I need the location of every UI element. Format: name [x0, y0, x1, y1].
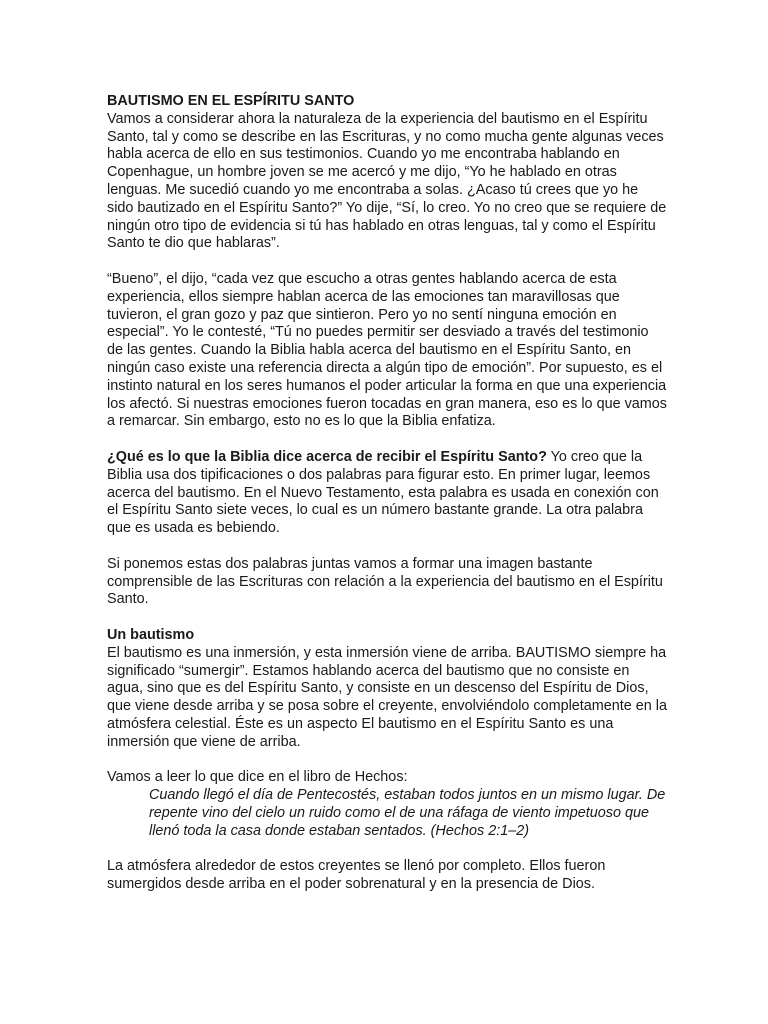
paragraph-5: El bautismo es una inmersión, y esta inmersión viene de arriba. BAUTISMO siempre ha significado “sumergir”. Estamos hablando acerca del bautismo que no consiste en agua, sino que es del Espíritu Santo, y consiste en un descenso del Espíritu de Dios, que viene desde arriba y se posa sobre el creyente, envolviéndolo completamente en la atmósfera celestial. Éste es un aspecto El bautismo en el Espíritu Santo es una inmersión que viene de arriba.	[107, 644, 667, 750]
paragraph-1: Vamos a considerar ahora la naturaleza de la experiencia del bautismo en el Espíritu Santo, tal y como se describe en las Escrituras, y no como mucha gente algunas veces habla acerca de ello en sus testimonios. Cuando yo me encontraba hablando en Copenhague, un hombre joven se me acercó y me dijo, “Yo he hablado en otras lenguas. Me sucedió cuando yo me encontraba a solas. ¿Acaso tú crees que yo he sido bautizado en el Espíritu Santo?” Yo dije, “Sí, lo creo. Yo no creo que se requiere de ningún otro tipo de evidencia si tú has hablado en otras lenguas, tal y como el Espíritu Santo te dio que hablaras”.	[107, 110, 667, 252]
paragraph-7: La atmósfera alrededor de estos creyentes se llenó por completo. Ellos fueron sumergidos desde arriba en el poder sobrenatural y en la presencia de Dios.	[107, 858, 606, 893]
paragraph-3	[107, 449, 667, 538]
intro-section	[107, 93, 667, 253]
subheading: Un bautismo	[107, 626, 195, 643]
document-title: BAUTISMO EN EL ESPÍRITU SANTO	[107, 93, 355, 109]
paragraph-3-question: ¿Qué es lo que la Biblia dice acerca de recibir el Espíritu Santo?	[107, 448, 547, 465]
paragraph-3-body: Yo creo que la Biblia usa dos tipificaciones o dos palabras para figurar esto. En primer lugar, leemos acerca del bautismo. En el Nuevo Testamento, esta palabra es usada en conexión con el Espíritu Santo siete veces, lo cual es un número bastante grande. La otra palabra que es usada es bebiendo.	[107, 448, 659, 537]
paragraph-6-lead: Vamos a leer lo que dice en el libro de Hechos:	[107, 769, 408, 786]
document-page	[107, 93, 667, 912]
scripture-quote: Cuando llegó el día de Pentecostés, estaban todos juntos en un mismo lugar. De repente vino del cielo un ruido como el de una ráfaga de viento impetuoso que llenó toda la casa donde estaban sentados. (Hechos 2:1–2)	[149, 787, 666, 839]
paragraph-4: Si ponemos estas dos palabras juntas vamos a formar una imagen bastante comprensible de las Escrituras con relación a la experiencia del bautismo en el Espíritu Santo.	[107, 555, 663, 608]
paragraph-2: “Bueno”, el dijo, “cada vez que escucho a otras gentes hablando acerca de esta experiencia, ellos siempre hablan acerca de las emociones tan maravillosas que tuvieron, el gran gozo y paz que sintieron. Pero yo no sentí ninguna emoción en especial”. Yo le contesté, “Tú no puedes permitir ser desviado a través del testimonio de las gentes. Cuando la Biblia habla acerca del bautismo en el Espíritu Santo, en ningún caso existe una referencia directa a algún tipo de emoción”. Por supuesto, es el instinto natural en los seres humanos el poder articular la forma en que una experiencia los afectó. Si nuestras emociones fueron tocadas en gran manera, eso es lo que vamos a remarcar. Sin embargo, esto no es lo que la Biblia enfatiza.	[107, 270, 667, 430]
section-un-bautismo	[107, 627, 667, 752]
